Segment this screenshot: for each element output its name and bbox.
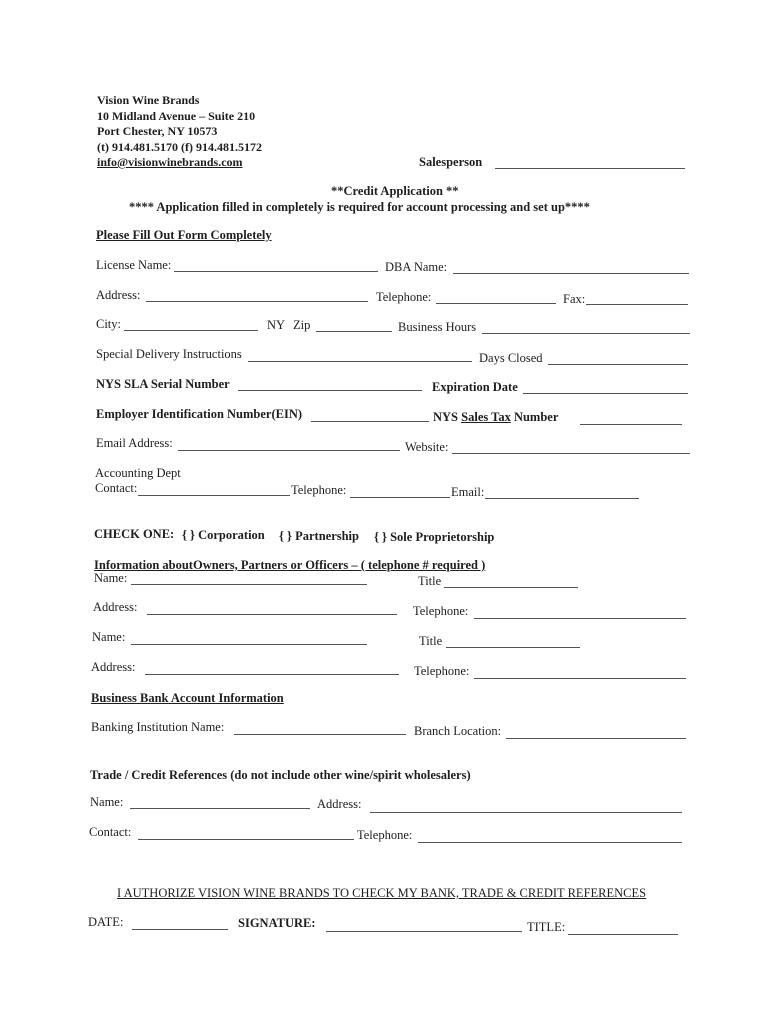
license-name-label: License Name: [96,258,172,272]
trade-contact-label: Contact: [89,825,132,839]
ein-label: Employer Identification Number(EIN) [96,407,303,421]
company-address-line1: 10 Midland Avenue – Suite 210 [97,108,256,123]
accounting-dept-label: Accounting Dept [95,466,181,480]
telephone-label: Telephone: [376,290,432,304]
accounting-contact-label: Contact: [95,481,138,495]
state-ny: NY [267,318,286,332]
trade-telephone-label: Telephone: [357,828,413,842]
days-closed-field[interactable] [548,364,688,365]
sales-tax-label: NYS Sales Tax Number [433,410,559,424]
branch-location-field[interactable] [506,738,686,739]
check-one-label: CHECK ONE: [94,527,175,541]
owner2-address-label: Address: [91,660,136,674]
sales-tax-field[interactable] [580,424,682,425]
fax-label: Fax: [563,292,586,306]
dba-name-field[interactable] [453,273,689,274]
zip-field[interactable] [316,331,392,332]
website-field[interactable] [452,453,690,454]
special-delivery-field[interactable] [248,361,472,362]
bank-heading: Business Bank Account Information [91,691,284,705]
ein-field[interactable] [311,421,429,422]
address-field[interactable] [146,301,368,302]
form-instruction: Please Fill Out Form Completely [96,228,272,242]
accounting-email-field[interactable] [485,498,639,499]
accounting-email-label: Email: [451,485,485,499]
signature-field[interactable] [326,931,522,932]
banking-institution-field[interactable] [234,734,406,735]
days-closed-label: Days Closed [479,351,543,365]
branch-location-label: Branch Location: [414,724,502,738]
nys-sla-label: NYS SLA Serial Number [96,377,230,391]
company-address-line2: Port Chester, NY 10573 [97,124,218,138]
business-hours-field[interactable] [482,333,690,334]
option-corporation[interactable]: { } Corporation [182,528,265,542]
business-hours-label: Business Hours [398,320,477,334]
title-label: TITLE: [527,920,566,934]
zip-label: Zip [293,318,311,332]
nys-sla-field[interactable] [238,390,422,391]
form-subtitle: **** Application filled in completely is required for account processing and set up**** [129,200,590,214]
special-delivery-label: Special Delivery Instructions [96,347,242,361]
expiration-date-label: Expiration Date [432,380,518,394]
owner1-address-label: Address: [93,600,138,614]
trade-address-label: Address: [317,797,362,811]
accounting-telephone-label: Telephone: [291,483,347,497]
owner2-title-label: Title [419,634,443,648]
owner2-telephone-label: Telephone: [414,664,470,678]
trade-address-field[interactable] [370,812,682,813]
salesperson-field[interactable] [495,168,685,169]
owner2-telephone-field[interactable] [474,678,686,679]
date-field[interactable] [132,929,228,930]
owner1-name-label: Name: [94,571,128,585]
company-header [97,93,262,171]
owner2-title-field[interactable] [446,647,580,648]
trade-name-field[interactable] [130,808,310,809]
city-label: City: [96,317,122,331]
owner2-name-label: Name: [92,630,126,644]
telephone-field[interactable] [436,303,556,304]
fax-field[interactable] [586,304,688,305]
signature-label: SIGNATURE: [238,916,316,930]
banking-institution-label: Banking Institution Name: [91,720,225,734]
accounting-contact-field[interactable] [138,495,290,496]
company-phone-fax: (t) 914.481.5170 (f) 914.481.5172 [97,139,262,154]
website-label: Website: [405,440,449,454]
owner1-name-field[interactable] [131,584,367,585]
accounting-telephone-field[interactable] [350,497,450,498]
owner2-name-field[interactable] [131,644,367,645]
owner2-address-field[interactable] [145,674,399,675]
option-partnership[interactable]: { } Partnership [279,529,359,543]
expiration-date-field[interactable] [523,393,688,394]
owner1-telephone-label: Telephone: [413,604,469,618]
company-email: info@visionwinebrands.com [97,155,243,169]
address-label: Address: [96,288,141,302]
email-address-field[interactable] [178,450,400,451]
owners-heading: Information aboutOwners, Partners or Officers – ( telephone # required ) [94,558,486,572]
email-address-label: Email Address: [96,436,173,450]
license-name-field[interactable] [174,271,378,272]
date-label: DATE: [88,915,124,929]
trade-name-label: Name: [90,795,124,809]
owner1-address-field[interactable] [147,614,397,615]
company-name: Vision Wine Brands [97,93,200,107]
trade-contact-field[interactable] [138,839,354,840]
authorization-statement: I AUTHORIZE VISION WINE BRANDS TO CHECK MY BANK, TRADE & CREDIT REFERENCES [117,886,647,900]
trade-heading: Trade / Credit References (do not include other wine/spirit wholesalers) [90,768,471,782]
form-title: **Credit Application ** [331,184,459,198]
option-sole-proprietorship[interactable]: { } Sole Proprietorship [374,530,495,544]
salesperson-label: Salesperson [419,155,483,169]
city-field[interactable] [124,330,258,331]
owner1-telephone-field[interactable] [474,618,686,619]
title-field[interactable] [568,934,678,935]
trade-telephone-field[interactable] [418,842,682,843]
owner1-title-field[interactable] [444,587,578,588]
dba-name-label: DBA Name: [385,260,448,274]
owner1-title-label: Title [418,574,442,588]
